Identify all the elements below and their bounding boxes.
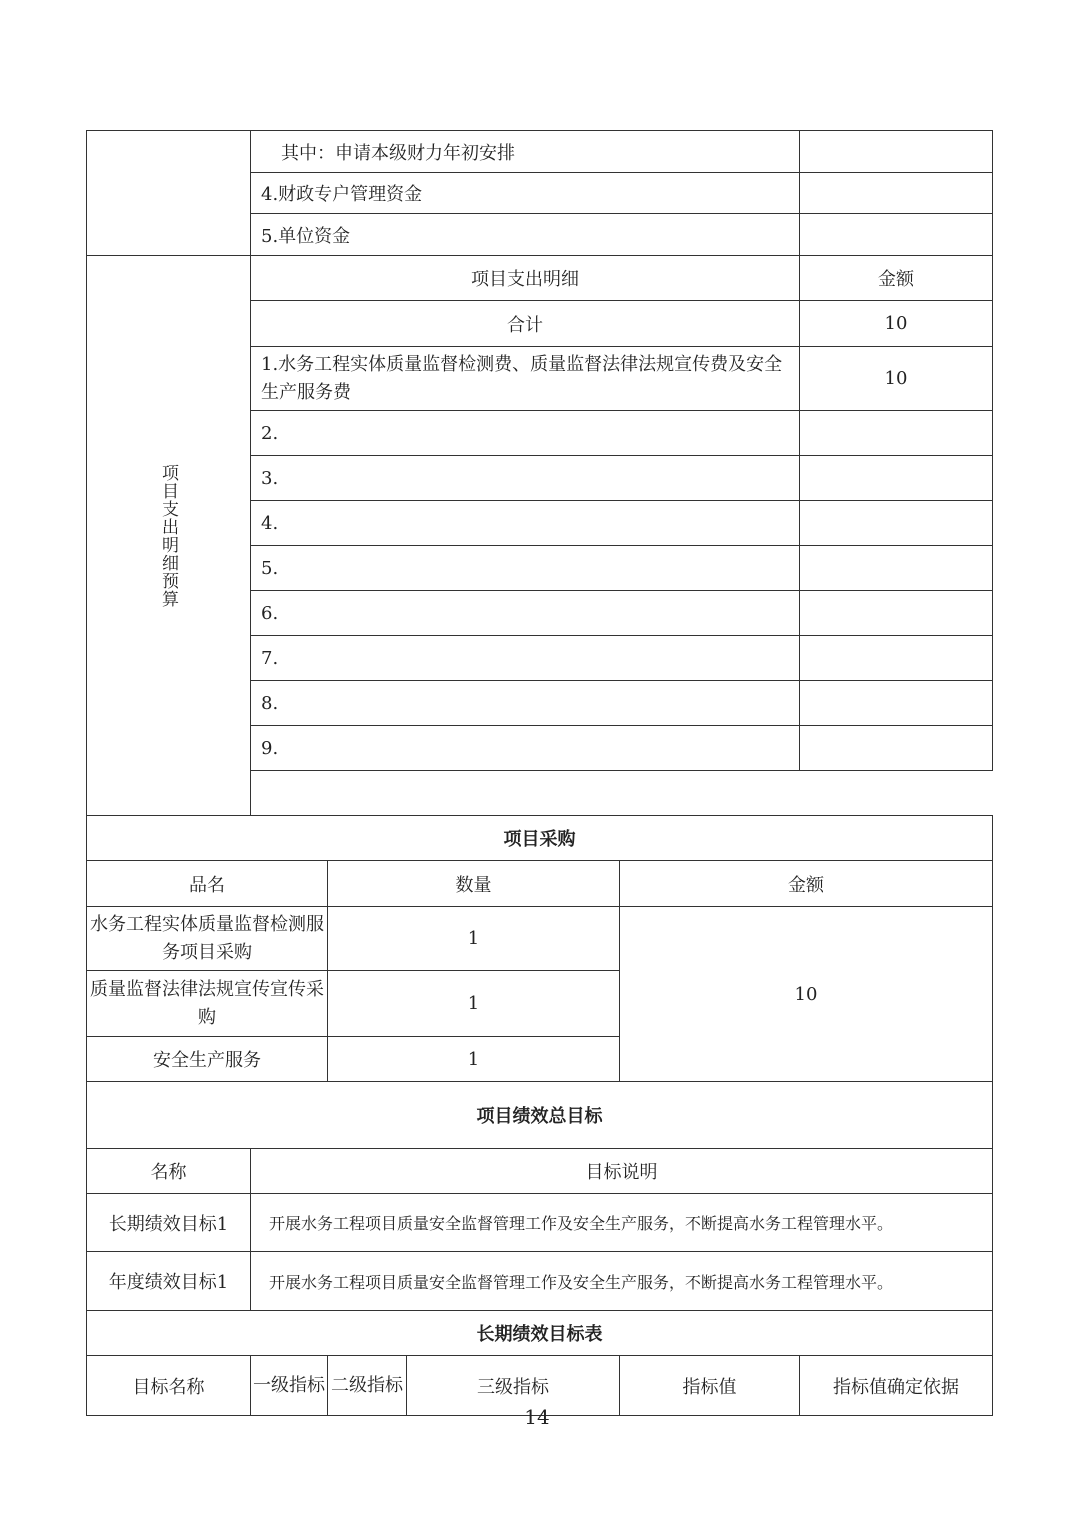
funding-row-label: 其中：申请本级财力年初安排 <box>251 131 800 173</box>
expense-item-label: 3. <box>251 456 800 501</box>
longterm-header: 指标值 <box>620 1356 800 1416</box>
procurement-col-qty: 数量 <box>328 861 620 907</box>
expense-item-amount <box>800 501 993 546</box>
goal-desc: 开展水务工程项目质量安全监督管理工作及安全生产服务，不断提高水务工程管理水平。 <box>251 1194 993 1252</box>
longterm-header: 指标值确定依据 <box>800 1356 993 1416</box>
funding-row-amount <box>800 131 993 173</box>
procurement-item-qty: 1 <box>328 907 620 971</box>
procurement-col-name: 品名 <box>87 861 328 907</box>
funding-label-cell <box>87 131 251 256</box>
goals-col-desc: 目标说明 <box>251 1149 993 1194</box>
longterm-title: 长期绩效目标表 <box>87 1311 993 1356</box>
expense-item-label: 5. <box>251 546 800 591</box>
procurement-col-amount: 金额 <box>620 861 993 907</box>
funding-row-amount <box>800 173 993 214</box>
budget-table <box>86 130 993 1416</box>
procurement-item-qty: 1 <box>328 1037 620 1082</box>
expense-item-amount: 10 <box>800 347 993 411</box>
expense-header-detail: 项目支出明细 <box>251 256 800 301</box>
procurement-item-name: 质量监督法律法规宣传宣传采购 <box>87 971 328 1037</box>
page-number: 14 <box>524 1405 550 1429</box>
expense-item-label: 4. <box>251 501 800 546</box>
procurement-item-name: 水务工程实体质量监督检测服务项目采购 <box>87 907 328 971</box>
goal-name: 长期绩效目标1 <box>87 1194 251 1252</box>
expense-item-amount <box>800 411 993 456</box>
goals-col-name: 名称 <box>87 1149 251 1194</box>
expense-total-amount: 10 <box>800 301 993 347</box>
expense-item-label: 6. <box>251 591 800 636</box>
procurement-amount: 10 <box>620 907 993 1082</box>
expense-item-amount <box>800 546 993 591</box>
expense-item-label: 9. <box>251 726 800 771</box>
expense-item-label: 8. <box>251 681 800 726</box>
expense-item-label: 2. <box>251 411 800 456</box>
longterm-header: 三级指标 <box>407 1356 620 1416</box>
goal-name: 年度绩效目标1 <box>87 1252 251 1311</box>
expense-total-label: 合计 <box>251 301 800 347</box>
expense-item-amount <box>800 726 993 771</box>
expense-header-amount: 金额 <box>800 256 993 301</box>
longterm-header: 二级指标 <box>328 1356 407 1416</box>
longterm-header: 目标名称 <box>87 1356 251 1416</box>
goal-desc: 开展水务工程项目质量安全监督管理工作及安全生产服务，不断提高水务工程管理水平。 <box>251 1252 993 1311</box>
goals-title: 项目绩效总目标 <box>87 1082 993 1149</box>
procurement-item-name: 安全生产服务 <box>87 1037 328 1082</box>
funding-row-amount <box>800 214 993 256</box>
expense-item-amount <box>800 636 993 681</box>
procurement-title: 项目采购 <box>87 816 993 861</box>
expense-item-amount <box>800 591 993 636</box>
expense-item-label: 7. <box>251 636 800 681</box>
funding-row-label: 5.单位资金 <box>251 214 800 256</box>
expense-item-label: 1.水务工程实体质量监督检测费、质量监督法律法规宣传费及安全生产服务费 <box>251 347 800 411</box>
expense-item-amount <box>800 681 993 726</box>
procurement-item-qty: 1 <box>328 971 620 1037</box>
expense-item-amount <box>800 456 993 501</box>
expense-section-label: 项目支出明细预算 <box>87 256 251 816</box>
longterm-header: 一级指标 <box>251 1356 328 1416</box>
funding-row-label: 4.财政专户管理资金 <box>251 173 800 214</box>
